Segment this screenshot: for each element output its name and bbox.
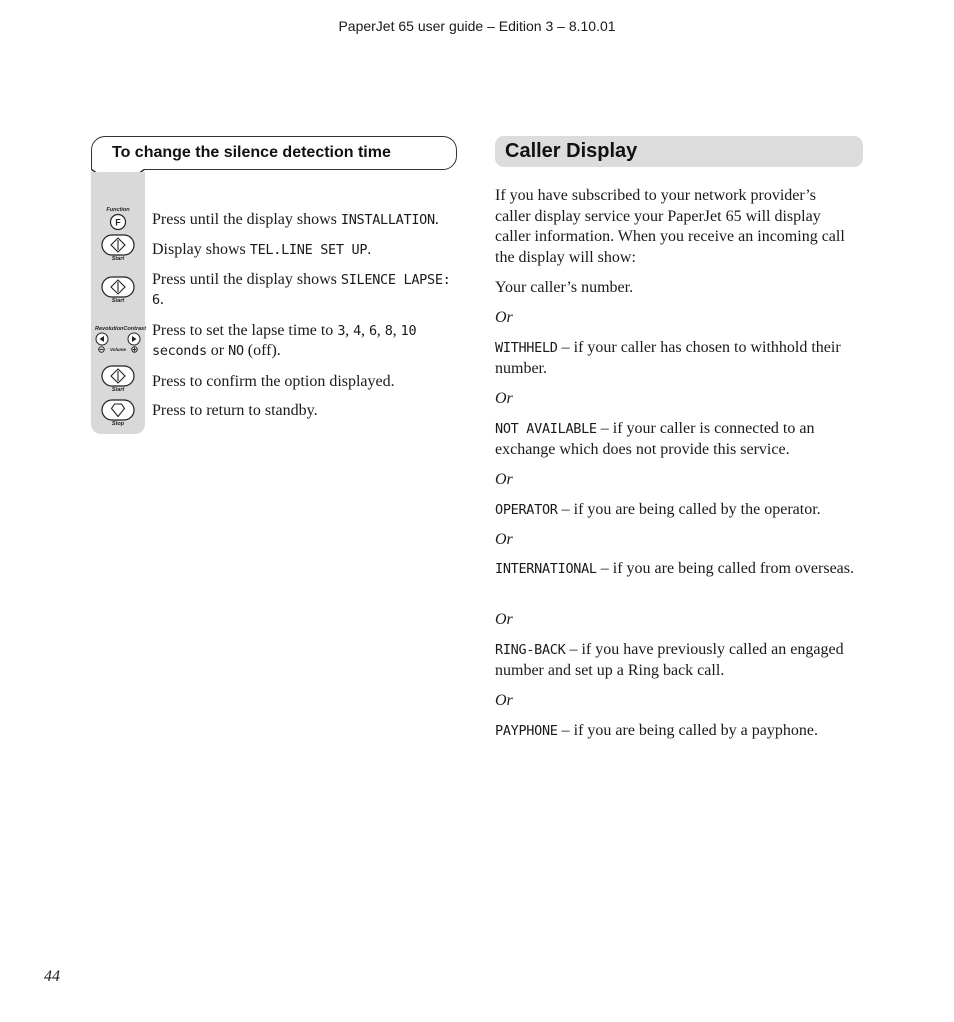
stop-key-label: Stop [111, 421, 125, 427]
display-code: PAYPHONE [495, 723, 558, 739]
stop-icon [101, 399, 135, 421]
step-1: Press until the display shows INSTALLATION. [152, 211, 439, 228]
contrast-label: Contrast [123, 326, 147, 332]
start-key-2[interactable] [91, 276, 145, 304]
or-label: Or [495, 531, 513, 548]
step-4: Press to set the lapse time to 3, 4, 6, 8, 10 seconds or NO (off). [152, 322, 417, 359]
display-code: 10 seconds [152, 323, 417, 359]
volume-label: Volume [109, 346, 127, 352]
or-label: Or [495, 692, 513, 709]
page-number: 44 [44, 968, 60, 985]
section-heading-bar [495, 136, 863, 167]
procedure-title: To change the silence detection time [112, 144, 391, 161]
volume-up-icon [131, 346, 138, 353]
volume-down-icon [98, 346, 105, 353]
intro-paragraph: If you have subscribed to your network provider’s caller display service your PaperJet 65 will display caller information. When you receive an incoming call the display will show: [495, 187, 845, 266]
revolution-label: Revolution [95, 326, 124, 332]
step-6: Press to return to standby. [152, 402, 318, 419]
option-payphone: PAYPHONE – if you are being called by a payphone. [495, 722, 818, 739]
function-key[interactable] [91, 207, 145, 231]
running-header: PaperJet 65 user guide – Edition 3 – 8.10.01 [338, 18, 616, 34]
start-key-label: Start [111, 298, 125, 304]
option-withheld: WITHHELD – if your caller has chosen to withhold their number. [495, 339, 841, 377]
procedure-heading-box [91, 136, 457, 170]
display-code: RING-BACK [495, 642, 566, 658]
display-code: 4 [353, 323, 361, 339]
start-key-label: Start [111, 387, 125, 393]
display-code: NOT AVAILABLE [495, 421, 597, 437]
or-label: Or [495, 471, 513, 488]
start-key-3[interactable] [91, 365, 145, 393]
display-code: NO [228, 343, 244, 359]
or-label: Or [495, 390, 513, 407]
or-label: Or [495, 611, 513, 628]
start-icon [101, 276, 135, 298]
section-title: Caller Display [505, 140, 638, 162]
display-code: WITHHELD [495, 340, 558, 356]
step-3: Press until the display shows SILENCE LAPSE: 6. [152, 271, 451, 308]
display-code: 8 [384, 323, 393, 339]
display-code: OPERATOR [495, 502, 558, 518]
display-code: SILENCE LAPSE: 6 [152, 272, 451, 308]
display-code: TEL.LINE SET UP [249, 242, 368, 258]
function-icon [109, 213, 127, 231]
option-not-available: NOT AVAILABLE – if your caller is connected to an exchange which does not provide this service. [495, 420, 815, 458]
function-key-glyph: F [115, 217, 121, 228]
start-key-label: Start [111, 256, 125, 262]
option-ring-back: RING-BACK – if you have previously called an engaged number and set up a Ring back call. [495, 641, 844, 679]
start-icon [101, 365, 135, 387]
display-code: INSTALLATION [340, 212, 435, 228]
callers-number-text: Your caller’s number. [495, 279, 634, 296]
key-strip [91, 172, 145, 434]
option-international: INTERNATIONAL – if you are being called from overseas. [495, 560, 854, 577]
display-code: 6 [368, 323, 377, 339]
option-operator: OPERATOR – if you are being called by the operator. [495, 501, 821, 518]
start-key-1[interactable] [91, 234, 145, 262]
start-icon [101, 234, 135, 256]
stop-key[interactable] [91, 399, 145, 427]
display-code: INTERNATIONAL [495, 561, 597, 577]
right-arrow-icon[interactable] [127, 332, 141, 346]
or-label: Or [495, 309, 513, 326]
step-5: Press to confirm the option displayed. [152, 373, 395, 390]
function-key-label: Function [106, 207, 130, 213]
step-2: Display shows TEL.LINE SET UP. [152, 241, 372, 258]
volume-keys[interactable] [91, 326, 145, 353]
display-code: 3 [337, 323, 346, 339]
left-arrow-icon[interactable] [95, 332, 109, 346]
